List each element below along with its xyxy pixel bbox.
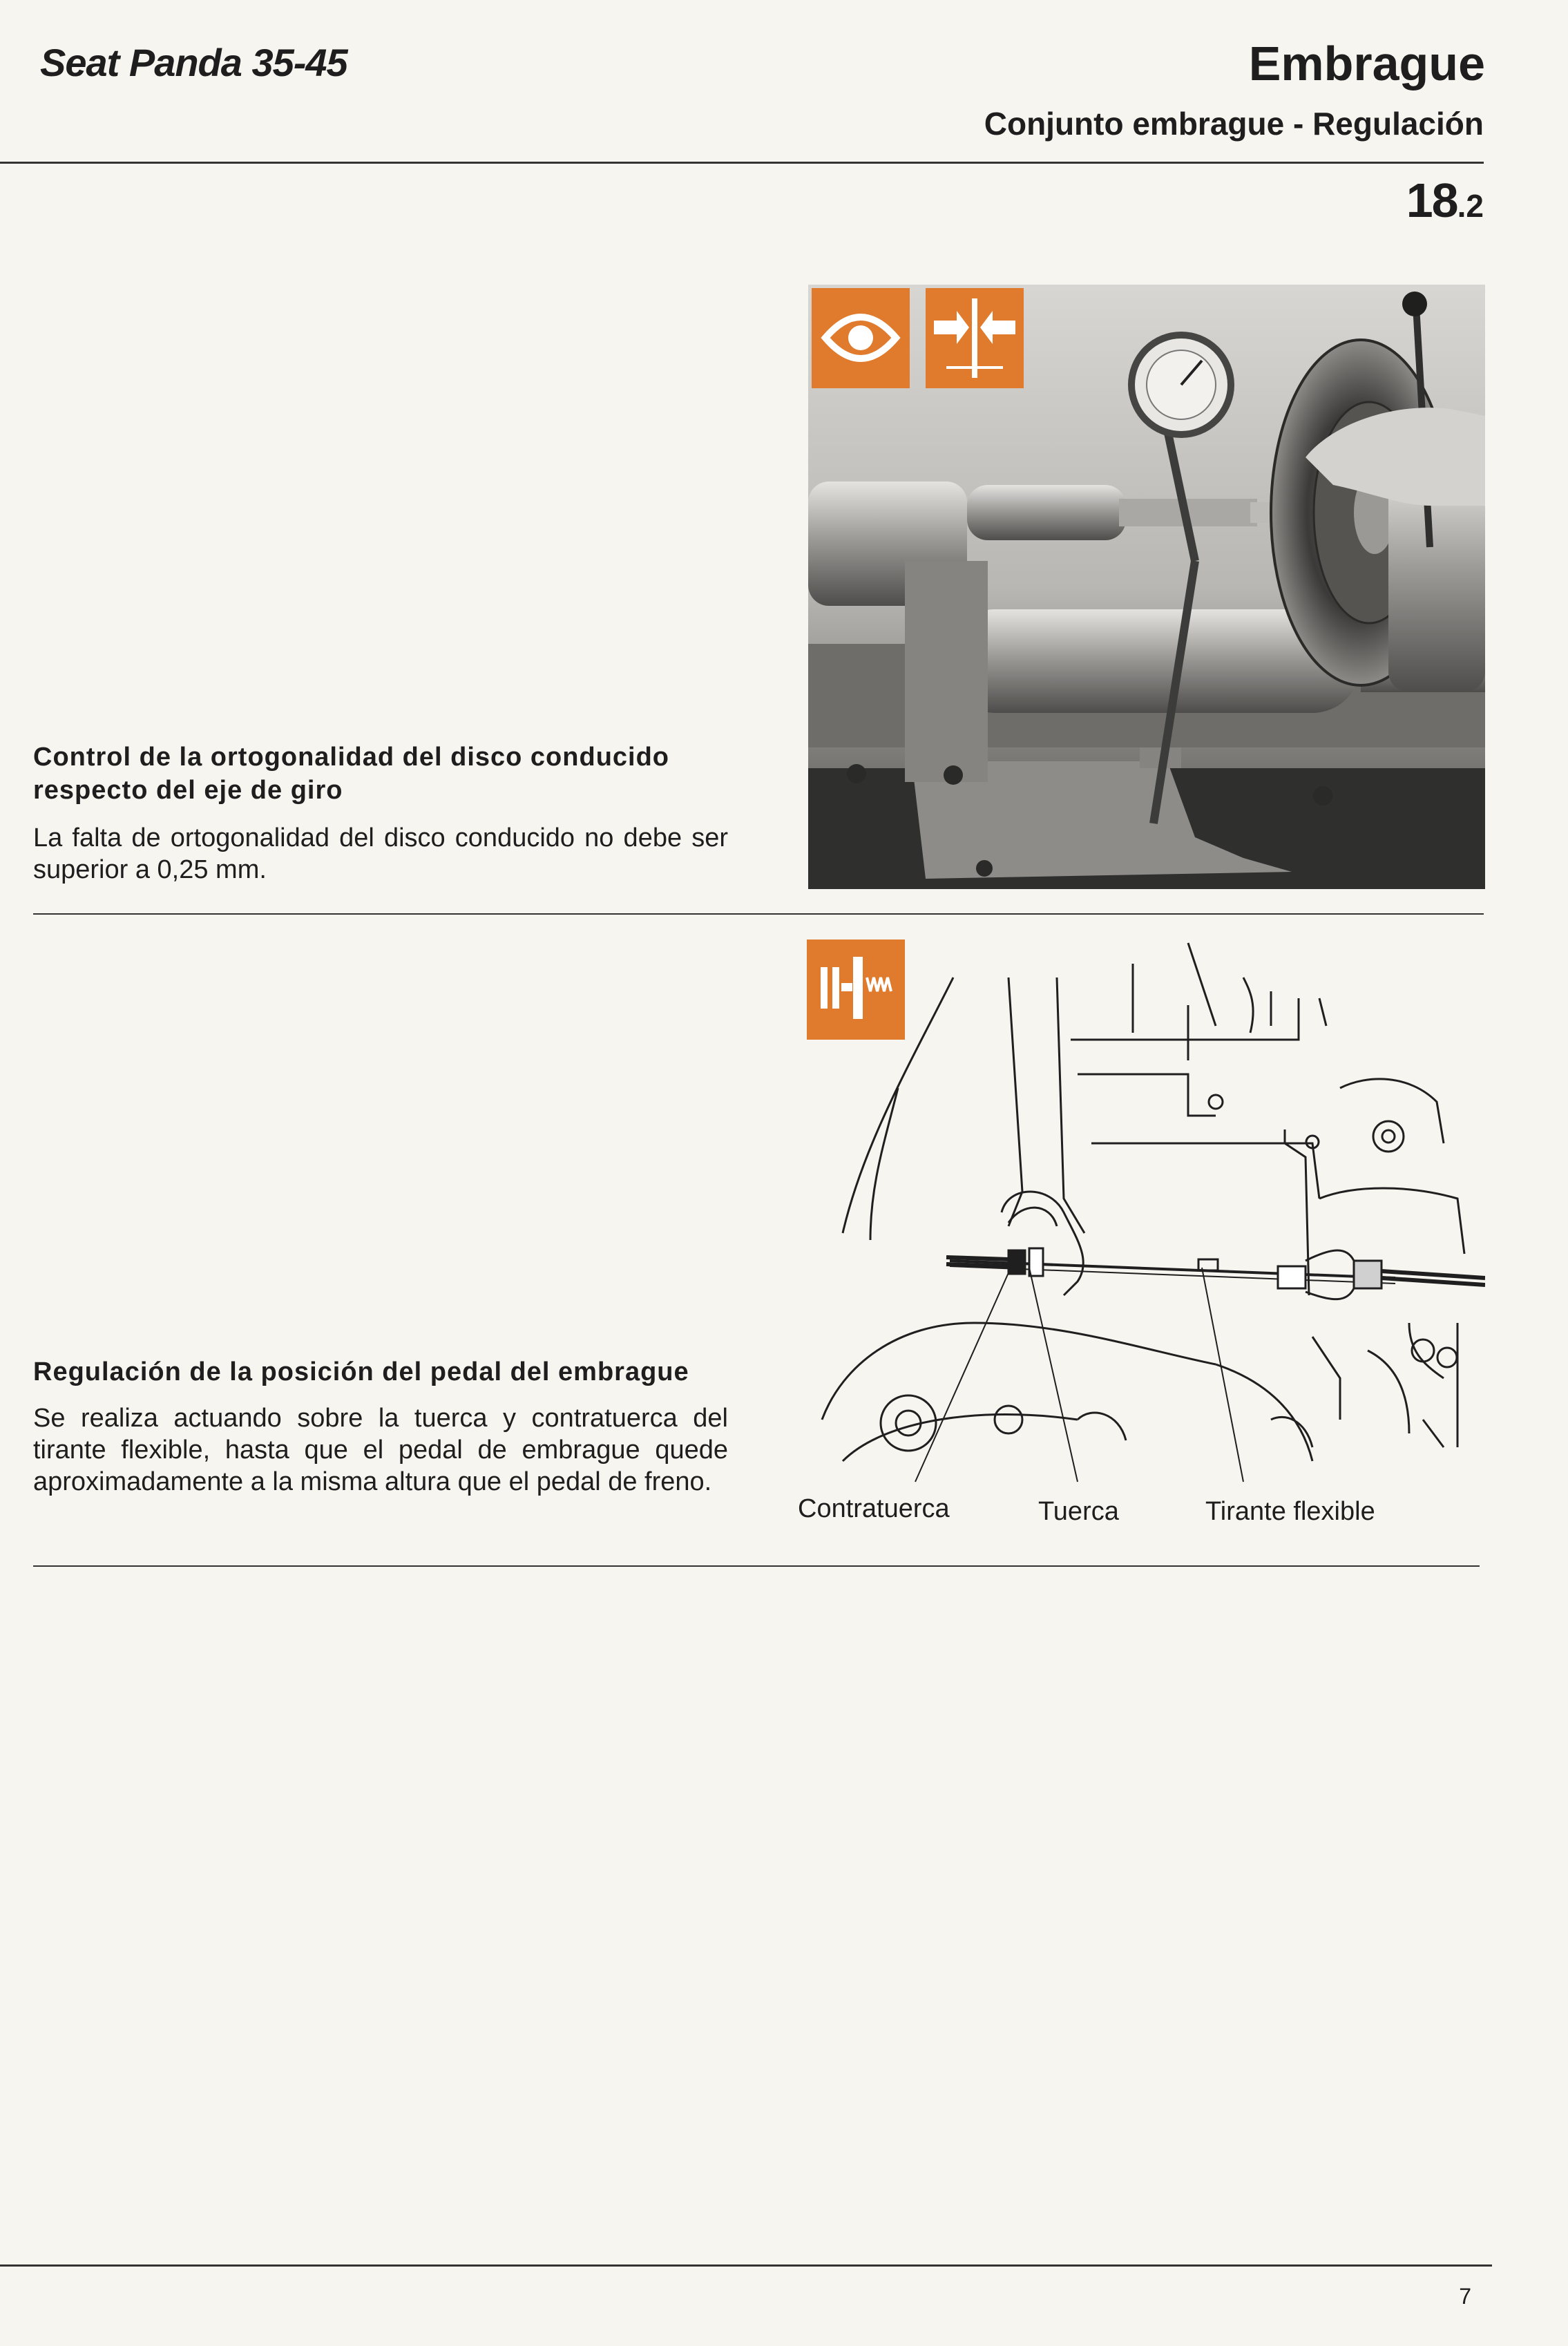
section1-rule [33, 913, 1484, 915]
section1-heading: Control de la ortogonalidad del disco conducido respecto del eje de giro [33, 743, 670, 805]
adjust-spring-icon [807, 940, 905, 1040]
section2-heading: Regulación de la posición del pedal del embrague [33, 1357, 689, 1386]
section-title: Embrague [1248, 37, 1485, 90]
section1-body: La falta de ortogonalidad del disco conducido no debe ser superior a 0,25 mm. [33, 823, 728, 884]
callout-tuerca: Tuerca [1038, 1497, 1119, 1526]
section2-rule [33, 1565, 1480, 1567]
lathe-photo-illustration [808, 285, 1485, 889]
cable-adjust-line-drawing [801, 936, 1485, 1544]
callout-contratuerca: Contratuerca [798, 1494, 950, 1523]
measure-arrows-icon [926, 288, 1024, 388]
footer-rule [0, 2264, 1492, 2267]
page-ref-major: 18 [1406, 173, 1457, 227]
header-rule [0, 162, 1484, 164]
document-title: Seat Panda 35-45 [40, 41, 347, 84]
callout-tirante-flexible: Tirante flexible [1205, 1497, 1375, 1526]
section-subtitle: Conjunto embrague - Regulación [984, 106, 1484, 142]
disc-check-photo [808, 285, 1485, 889]
page-reference [1406, 173, 1484, 228]
section2-body: Se realiza actuando sobre la tuerca y contratuerca del tirante flexible, hasta que el pedal de embrague quede aproximadamente a la misma altura que el pedal de freno. [33, 1404, 728, 1496]
page-number: 7 [1459, 2284, 1471, 2309]
page-ref-minor: .2 [1457, 188, 1484, 224]
eye-icon [812, 288, 910, 388]
pedal-adjust-diagram [798, 936, 1485, 1544]
